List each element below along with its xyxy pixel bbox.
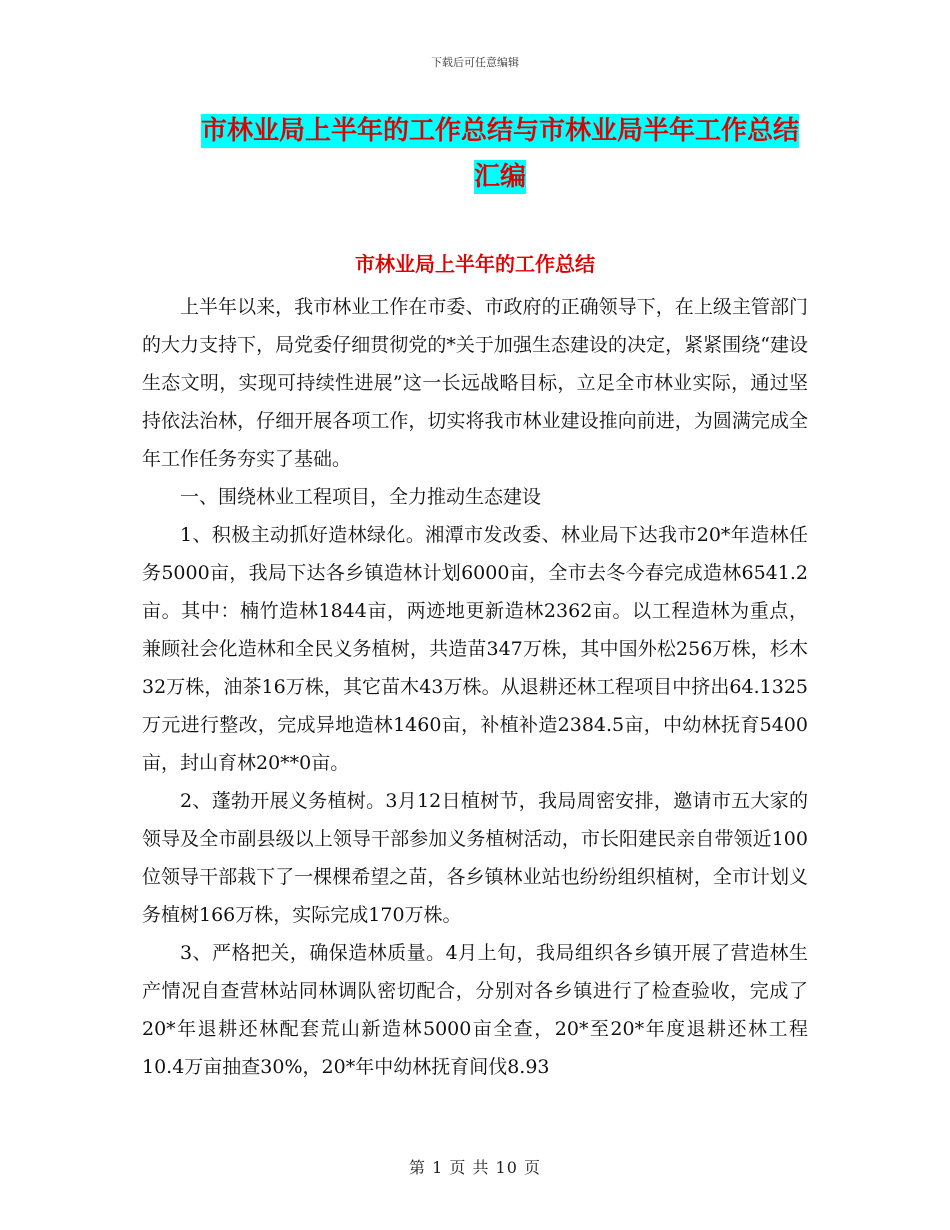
paragraph-item-1: 1、积极主动抓好造林绿化。湘潭市发改委、林业局下达我市20*年造林任务5000亩，我局下达各乡镇造林计划6000亩，全市去冬今春完成造林6541.2亩。其中：楠竹造林1844亩，两迹地更新造林2362亩。以工程造林为重点，兼顾社会化造林和全民义务植树，共造苗347万株，其中国外松256万株，杉木32万株，油茶16万株，其它苗木43万株。从退耕还林工程项目中挤出64.1325万元进行整改，完成异地造林1460亩，补植补造2384.5亩，中幼林抚育5400亩，封山育林20**0亩。 — [142, 524, 808, 774]
paragraph-item-2: 2、蓬勃开展义务植树。3月12日植树节，我局周密安排，邀请市五大家的领导及全市副县级以上领导干部参加义务植树活动，市长阳建民亲自带领近100位领导干部栽下了一棵棵希望之苗，各乡镇林业站也纷纷组织植树，全市计划义务植树166万株，实际完成170万株。 — [142, 790, 808, 926]
document-body — [142, 288, 808, 1086]
document-title-line2: 汇编 — [473, 162, 526, 192]
section-title: 市林业局上半年的工作总结 — [355, 252, 595, 276]
paragraph-item-3: 3、严格把关，确保造林质量。4月上旬，我局组织各乡镇开展了营造林生产情况自查营林站同林调队密切配合，分别对各乡镇进行了检查验收，完成了20*年退耕还林配套荒山新造林5000亩全查，20*至20*年度退耕还林工程10.4万亩抽查30%，20*年中幼林抚育间伐8.93 — [142, 942, 808, 1078]
document-title — [140, 108, 860, 200]
page-header-note: 下载后可任意编辑 — [431, 56, 519, 69]
document-title-line1: 市林业局上半年的工作总结与市林业局半年工作总结 — [200, 116, 799, 146]
paragraph-intro: 上半年以来，我市林业工作在市委、市政府的正确领导下，在上级主管部门的大力支持下，局党委仔细贯彻党的*关于加强生态建设的决定，紧紧围绕“建设生态文明，实现可持续性进展”这一长远战略目标，立足全市林业实际，通过坚持依法治林，仔细开展各项工作，切实将我市林业建设推向前进，为圆满完成全年工作任务夯实了基础。 — [142, 296, 808, 470]
paragraph-heading-1: 一、围绕林业工程项目，全力推动生态建设 — [180, 486, 542, 508]
page-number-footer: 第 1 页 共 10 页 — [409, 1158, 541, 1177]
